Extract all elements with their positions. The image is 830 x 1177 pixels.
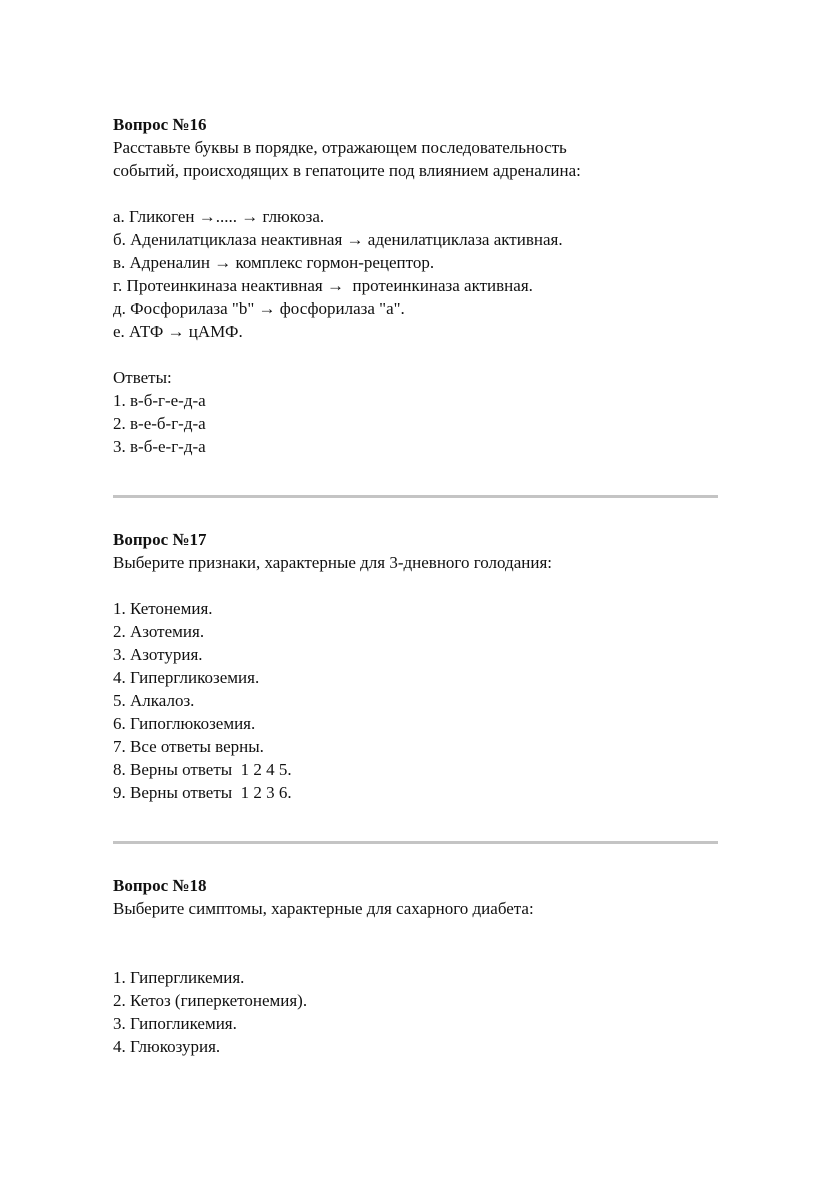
section-divider [113, 495, 718, 498]
option-item: 5. Алкалоз. [113, 691, 195, 710]
question-title: Вопрос №17 [113, 530, 207, 549]
option-item: д. Фосфорилаза "b" → фосфорилаза "a". [113, 299, 405, 318]
option-item: г. Протеинкиназа неактивная → протеинкиназа активная. [113, 276, 533, 295]
option-item: 1. Гипергликемия. [113, 968, 245, 987]
question-prompt-line: событий, происходящих в гепатоците под влиянием адреналина: [113, 161, 581, 180]
option-item: в. Адреналин → комплекс гормон-рецептор. [113, 253, 435, 272]
question-prompt-line: Выберите признаки, характерные для 3-дневного голодания: [113, 553, 552, 572]
option-item: 2. Азотемия. [113, 622, 205, 641]
option-item: 3. Гипогликемия. [113, 1014, 237, 1033]
option-item: 7. Все ответы верны. [113, 737, 264, 756]
answer-item: 3. в-б-е-г-д-а [113, 437, 206, 456]
option-item: 3. Азотурия. [113, 645, 203, 664]
question-18 [113, 874, 718, 1058]
question-16 [113, 113, 718, 458]
answer-item: 1. в-б-г-е-д-а [113, 391, 206, 410]
section-divider [113, 841, 718, 844]
question-prompt-line: Расставьте буквы в порядке, отражающем последовательность [113, 138, 567, 157]
question-title: Вопрос №18 [113, 876, 207, 895]
option-item: 4. Гипергликоземия. [113, 668, 260, 687]
option-item: 6. Гипоглюкоземия. [113, 714, 256, 733]
spacer [113, 182, 718, 205]
spacer [113, 343, 718, 366]
option-item: 4. Глюкозурия. [113, 1037, 221, 1056]
question-prompt-line: Выберите симптомы, характерные для сахарного диабета: [113, 899, 534, 918]
question-17 [113, 528, 718, 804]
option-item: 8. Верны ответы 1 2 4 5. [113, 760, 292, 779]
answers-label: Ответы: [113, 368, 172, 387]
option-item: 1. Кетонемия. [113, 599, 213, 618]
document-page [113, 113, 718, 1058]
spacer [113, 574, 718, 597]
option-item: а. Гликоген →..... → глюкоза. [113, 207, 325, 226]
option-item: е. АТФ → цАМФ. [113, 322, 243, 341]
option-item: 2. Кетоз (гиперкетонемия). [113, 991, 308, 1010]
option-item: 9. Верны ответы 1 2 3 6. [113, 783, 292, 802]
option-item: б. Аденилатциклаза неактивная → аденилатциклаза активная. [113, 230, 563, 249]
answer-item: 2. в-е-б-г-д-а [113, 414, 206, 433]
spacer [113, 920, 718, 966]
question-title: Вопрос №16 [113, 115, 207, 134]
